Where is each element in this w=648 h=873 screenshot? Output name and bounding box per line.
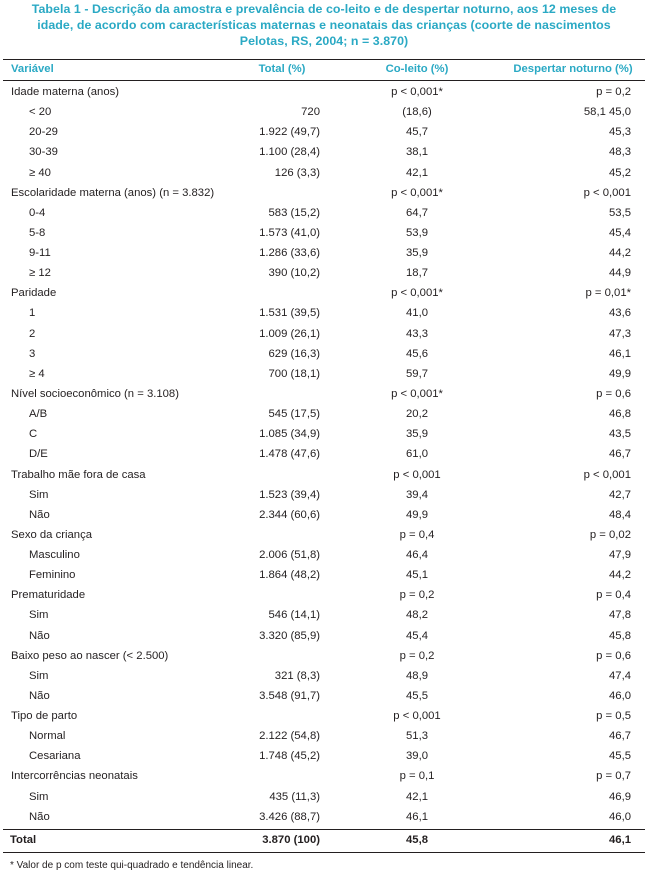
total-cell: 1.286 (33,6) — [259, 247, 320, 259]
total-cell: 1.922 (49,7) — [259, 126, 320, 139]
header-rule — [3, 80, 645, 81]
co-leito-cell: 59,7 — [406, 367, 428, 380]
co-leito-cell: 45,5 — [406, 689, 428, 702]
total-cell: 545 (17,5) — [268, 408, 320, 421]
co-leito-cell: p = 0,2 — [399, 649, 435, 662]
co-leito-cell: 61,0 — [406, 448, 428, 461]
co-leito-cell: 39,0 — [406, 750, 428, 763]
co-leito-cell: 45,1 — [406, 569, 428, 582]
co-leito-cell: 42,1 — [406, 790, 428, 803]
despertar-cell: 42,7 — [609, 488, 631, 501]
table-row — [0, 163, 648, 183]
co-leito-cell: 45,4 — [406, 629, 428, 642]
co-leito-cell: 35,9 — [406, 247, 428, 259]
co-leito-cell: 46,1 — [406, 810, 428, 823]
despertar-cell: 45,8 — [609, 629, 631, 642]
total-cell: 3.320 (85,9) — [259, 629, 320, 642]
total-label: Total — [10, 833, 37, 846]
total-cell: 1.009 (26,1) — [259, 327, 320, 340]
despertar-cell: 47,4 — [609, 669, 631, 682]
total-row — [0, 830, 648, 850]
despertar-cell: 47,8 — [609, 609, 631, 622]
total-cell: 583 (15,2) — [268, 206, 320, 219]
variable-cell: Masculino — [29, 549, 80, 561]
header-co-leito: Co-leito (%) — [385, 63, 449, 75]
table-row — [0, 303, 648, 323]
variable-cell: Sim — [29, 790, 49, 803]
group-row — [0, 525, 648, 545]
total-cell: 1.523 (39,4) — [259, 488, 320, 501]
variable-cell: 1 — [29, 307, 36, 320]
total-cell: 629 (16,3) — [268, 347, 320, 360]
despertar-cell: 46,0 — [609, 810, 631, 823]
despertar-cell: p = 0,7 — [596, 770, 631, 783]
variable-cell: Não — [29, 810, 50, 823]
despertar-cell: 58,1 45,0 — [583, 106, 631, 119]
header-despertar: Despertar noturno (%) — [513, 63, 633, 75]
co-leito-cell: p < 0,001* — [391, 86, 443, 98]
group-row — [0, 706, 648, 726]
table-row — [0, 485, 648, 505]
total-cell: 1.573 (41,0) — [259, 226, 320, 239]
footnote: * Valor de p com teste qui-quadrado e tendência linear. — [10, 860, 254, 871]
despertar-cell: p = 0,6 — [596, 387, 631, 400]
bottom-rule — [3, 852, 645, 853]
co-leito-cell: 53,9 — [406, 226, 428, 239]
variable-cell: ≥ 40 — [29, 166, 51, 179]
co-leito-cell: p < 0,001 — [393, 710, 441, 722]
despertar-cell: p = 0,2 — [596, 86, 631, 98]
variable-cell: Trabalho mãe fora de casa — [11, 468, 146, 481]
variable-cell: ≥ 12 — [29, 267, 51, 280]
co-leito-cell: 49,9 — [406, 508, 428, 521]
despertar-cell: p = 0,4 — [596, 589, 631, 602]
total-cell: 1.478 (47,6) — [259, 448, 320, 461]
despertar-cell: 45,4 — [609, 226, 631, 239]
co-leito-cell: p < 0,001* — [391, 186, 443, 199]
despertar-cell: 46,0 — [609, 689, 631, 702]
despertar-cell: p < 0,001 — [583, 186, 631, 199]
variable-cell: Idade materna (anos) — [11, 86, 120, 98]
variable-cell: Nível socioeconômico (n = 3.108) — [11, 387, 179, 400]
despertar-cell: 45,2 — [609, 166, 631, 179]
table-row — [0, 404, 648, 424]
variable-cell: Baixo peso ao nascer (< 2.500) — [11, 649, 169, 662]
variable-cell: < 20 — [29, 106, 52, 119]
group-row — [0, 82, 648, 102]
variable-cell: Paridade — [11, 287, 57, 300]
table-title — [0, 1, 648, 49]
co-leito-cell: 20,2 — [406, 408, 428, 421]
variable-cell: 30-39 — [29, 146, 58, 159]
co-leito-cell: p = 0,4 — [399, 528, 435, 541]
despertar-cell: 53,5 — [609, 206, 631, 219]
table-row — [0, 263, 648, 283]
variable-cell: Não — [29, 689, 50, 702]
variable-cell: C — [29, 428, 38, 441]
variable-cell: D/E — [29, 448, 48, 461]
co-leito-cell: 39,4 — [406, 488, 428, 501]
variable-cell: Cesariana — [29, 750, 81, 763]
co-leito-cell: 43,3 — [406, 327, 428, 340]
co-leito-cell: 45,8 — [406, 833, 428, 846]
table-row — [0, 364, 648, 384]
co-leito-cell: 48,2 — [406, 609, 428, 622]
co-leito-cell: 41,0 — [406, 307, 428, 320]
title-line: Pelotas, RS, 2004; n = 3.870) — [239, 34, 409, 48]
group-row — [0, 465, 648, 485]
despertar-cell: 46,1 — [609, 833, 631, 846]
co-leito-cell: p = 0,2 — [399, 589, 435, 602]
co-leito-cell: p < 0,001* — [391, 287, 443, 300]
despertar-cell: 44,2 — [609, 247, 631, 259]
total-cell: 1.531 (39,5) — [259, 307, 320, 320]
variable-cell: Sim — [29, 669, 49, 682]
despertar-cell: 44,9 — [609, 267, 631, 280]
total-cell: 435 (11,3) — [269, 790, 320, 803]
variable-cell: Sexo da criança — [11, 528, 93, 541]
total-cell: 700 (18,1) — [268, 367, 320, 380]
total-cell: 720 — [301, 106, 320, 119]
despertar-cell: 43,6 — [609, 307, 631, 320]
despertar-cell: 47,9 — [609, 549, 631, 561]
despertar-cell: 46,9 — [609, 790, 631, 803]
variable-cell: Prematuridade — [11, 589, 86, 602]
header-row — [0, 59, 648, 79]
total-cell: 3.548 (91,7) — [259, 689, 320, 702]
despertar-cell: 46,8 — [609, 408, 631, 421]
total-cell: 390 (10,2) — [268, 267, 320, 280]
table-row — [0, 444, 648, 464]
despertar-cell: 45,3 — [609, 126, 631, 139]
despertar-cell: 46,7 — [609, 448, 631, 461]
total-cell: 321 (8,3) — [274, 669, 320, 682]
table-row — [0, 787, 648, 807]
table-row — [0, 223, 648, 243]
variable-cell: Normal — [29, 730, 66, 743]
despertar-cell: 46,1 — [609, 347, 631, 360]
table-row — [0, 746, 648, 766]
variable-cell: 0-4 — [29, 206, 46, 219]
total-cell: 1.748 (45,2) — [259, 750, 320, 763]
table-row — [0, 726, 648, 746]
total-cell: 2.122 (54,8) — [259, 730, 320, 743]
despertar-cell: p = 0,01* — [585, 287, 631, 300]
table-row — [0, 142, 648, 162]
variable-cell: Escolaridade materna (anos) (n = 3.832) — [11, 186, 215, 199]
despertar-cell: 44,2 — [609, 569, 631, 582]
despertar-cell: 47,3 — [609, 327, 631, 340]
title-line: Tabela 1 - Descrição da amostra e prevalência de co-leito e de despertar noturno, aos 12 meses de — [31, 2, 617, 16]
variable-cell: 2 — [29, 327, 36, 340]
co-leito-cell: 35,9 — [406, 428, 428, 441]
variable-cell: 3 — [29, 347, 36, 360]
variable-cell: 9-11 — [29, 247, 51, 259]
variable-cell: A/B — [29, 408, 48, 421]
total-cell: 126 (3,3) — [274, 166, 320, 179]
table-row — [0, 666, 648, 686]
table-row — [0, 243, 648, 263]
variable-cell: Sim — [29, 609, 49, 622]
co-leito-cell: 42,1 — [406, 166, 428, 179]
despertar-cell: p = 0,6 — [596, 649, 631, 662]
despertar-cell: 46,7 — [609, 730, 631, 743]
group-row — [0, 646, 648, 666]
co-leito-cell: p < 0,001 — [393, 468, 441, 481]
table-row — [0, 686, 648, 706]
co-leito-cell: p = 0,1 — [399, 770, 435, 783]
despertar-cell: p = 0,02 — [589, 528, 631, 541]
variable-cell: Feminino — [29, 569, 76, 582]
total-cell: 546 (14,1) — [268, 609, 320, 622]
variable-cell: 5-8 — [29, 226, 46, 239]
table-row — [0, 545, 648, 565]
group-row — [0, 585, 648, 605]
despertar-cell: 48,3 — [609, 146, 631, 159]
group-row — [0, 183, 648, 203]
total-cell: 1.864 (48,2) — [259, 569, 320, 582]
despertar-cell: 45,5 — [609, 750, 631, 763]
header-total: Total (%) — [258, 63, 306, 75]
despertar-cell: 49,9 — [609, 367, 631, 380]
variable-cell: Tipo de parto — [11, 710, 78, 722]
variable-cell: Intercorrências neonatais — [11, 770, 138, 783]
total-cell: 3.426 (88,7) — [259, 810, 320, 823]
table-row — [0, 203, 648, 223]
despertar-cell: 43,5 — [609, 428, 631, 441]
co-leito-cell: 45,6 — [406, 347, 428, 360]
despertar-cell: 48,4 — [609, 508, 631, 521]
co-leito-cell: 64,7 — [406, 206, 428, 219]
co-leito-cell: 38,1 — [406, 146, 428, 159]
despertar-cell: p = 0,5 — [596, 710, 631, 722]
variable-cell: Sim — [29, 488, 49, 501]
co-leito-cell: 45,7 — [406, 126, 428, 139]
table-row — [0, 807, 648, 827]
table-row — [0, 122, 648, 142]
co-leito-cell: 48,9 — [406, 669, 428, 682]
total-cell: 1.085 (34,9) — [259, 428, 320, 441]
table-row — [0, 626, 648, 646]
table-row — [0, 102, 648, 122]
co-leito-cell: 46,4 — [406, 549, 428, 561]
co-leito-cell: 18,7 — [406, 267, 428, 280]
total-cell: 1.100 (28,4) — [259, 146, 320, 159]
co-leito-cell: (18,6) — [402, 106, 432, 119]
table-row — [0, 505, 648, 525]
group-row — [0, 766, 648, 786]
total-cell: 2.344 (60,6) — [259, 508, 320, 521]
variable-cell: Não — [29, 508, 50, 521]
table-row — [0, 565, 648, 585]
table-row — [0, 324, 648, 344]
group-row — [0, 384, 648, 404]
table-row — [0, 424, 648, 444]
variable-cell: Não — [29, 629, 50, 642]
table-row — [0, 344, 648, 364]
title-line: idade, de acordo com características maternas e neonatais das crianças (coorte de nascimentos — [37, 18, 611, 32]
despertar-cell: p < 0,001 — [583, 468, 631, 481]
group-row — [0, 283, 648, 303]
header-variable: Variável — [11, 63, 54, 75]
table-row — [0, 605, 648, 625]
variable-cell: 20-29 — [29, 126, 58, 139]
total-cell: 3.870 (100) — [262, 833, 320, 846]
co-leito-cell: 51,3 — [406, 730, 428, 743]
co-leito-cell: p < 0,001* — [391, 387, 443, 400]
variable-cell: ≥ 4 — [29, 367, 45, 380]
total-cell: 2.006 (51,8) — [259, 549, 320, 561]
